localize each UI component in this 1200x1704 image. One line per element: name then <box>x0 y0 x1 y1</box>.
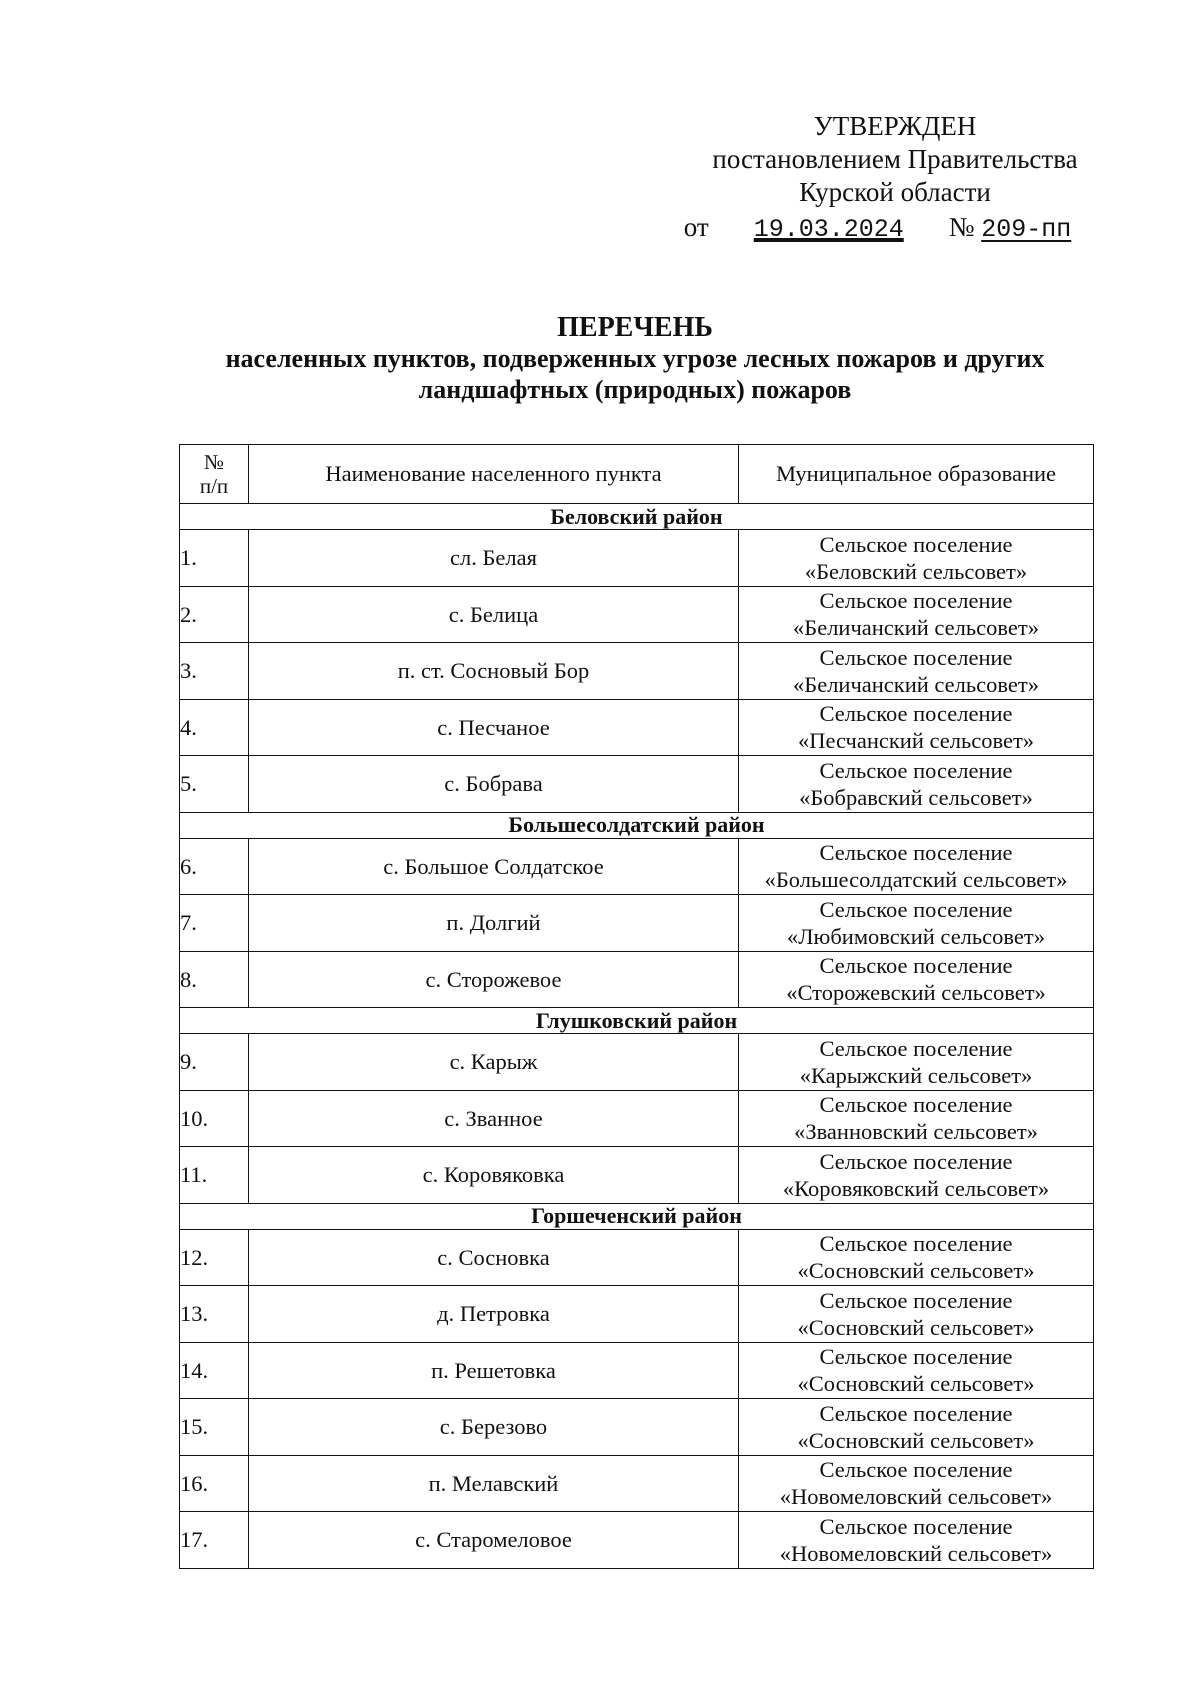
district-header-row <box>180 504 1094 530</box>
municipality-name: «Званновский сельсовет» <box>794 1119 1038 1145</box>
municipality-name: «Карыжский сельсовет» <box>799 1062 1033 1088</box>
row-number: 4. <box>180 699 249 756</box>
municipality-cell <box>739 838 1094 895</box>
municipality-type: Сельское поселение <box>819 896 1013 922</box>
settlement-name: п. Мелавский <box>249 1455 739 1512</box>
row-number: 17. <box>180 1512 249 1569</box>
municipality-name: «Песчанский сельсовет» <box>797 728 1035 754</box>
settlement-name: п. ст. Сосновый Бор <box>249 643 739 700</box>
municipality-name: «Беловский сельсовет» <box>804 558 1028 584</box>
municipality-type: Сельское поселение <box>819 531 1013 557</box>
municipality-cell <box>739 1342 1094 1399</box>
approval-stamp <box>680 110 1110 246</box>
district-header-row <box>180 1203 1094 1229</box>
table-row <box>180 1286 1094 1343</box>
settlement-name: с. Бобрава <box>249 756 739 813</box>
municipality-name: «Новомеловский сельсовет» <box>779 1540 1053 1566</box>
municipality-name: «Сосновский сельсовет» <box>797 1314 1035 1340</box>
settlement-name: д. Петровка <box>249 1286 739 1343</box>
row-number: 2. <box>180 586 249 643</box>
municipality-cell <box>739 1512 1094 1569</box>
approval-heading: УТВЕРЖДЕН <box>813 111 977 141</box>
row-number: 3. <box>180 643 249 700</box>
municipality-cell <box>739 1399 1094 1456</box>
municipality-type: Сельское поселение <box>819 588 1013 614</box>
settlement-name: с. Белица <box>249 586 739 643</box>
table-row <box>180 895 1094 952</box>
municipality-name: «Новомеловский сельсовет» <box>779 1484 1053 1510</box>
row-number: 16. <box>180 1455 249 1512</box>
municipality-type: Сельское поселение <box>819 1344 1013 1370</box>
municipality-name: «Любимовский сельсовет» <box>787 923 1045 949</box>
municipality-name: «Сосновский сельсовет» <box>797 1371 1035 1397</box>
municipality-name: «Коровяковский сельсовет» <box>782 1175 1050 1201</box>
table-row <box>180 1399 1094 1456</box>
settlement-name: с. Большое Солдатское <box>249 838 739 895</box>
settlement-name: с. Березово <box>249 1399 739 1456</box>
municipality-name: «Сосновский сельсовет» <box>797 1427 1035 1453</box>
municipality-cell <box>739 699 1094 756</box>
table-row <box>180 1229 1094 1286</box>
settlement-name: с. Карыж <box>249 1034 739 1091</box>
row-number: 13. <box>180 1286 249 1343</box>
row-number: 15. <box>180 1399 249 1456</box>
municipality-cell <box>739 756 1094 813</box>
table-row <box>180 530 1094 587</box>
district-header-row <box>180 812 1094 838</box>
row-number: 14. <box>180 1342 249 1399</box>
table-body <box>180 504 1094 1569</box>
municipality-type: Сельское поселение <box>819 1457 1013 1483</box>
settlement-name: сл. Белая <box>249 530 739 587</box>
settlement-name: с. Песчаное <box>249 699 739 756</box>
municipality-cell <box>739 1286 1094 1343</box>
title-heading: ПЕРЕЧЕНЬ <box>557 312 713 343</box>
row-number: 7. <box>180 895 249 952</box>
number-prefix: № <box>948 212 975 242</box>
table-row <box>180 838 1094 895</box>
municipality-type: Сельское поселение <box>819 1513 1013 1539</box>
table-row <box>180 756 1094 813</box>
municipality-cell <box>739 1147 1094 1204</box>
settlement-name: п. Решетовка <box>249 1342 739 1399</box>
municipality-name: «Сосновский сельсовет» <box>797 1258 1035 1284</box>
municipality-name: «Сторожевский сельсовет» <box>786 980 1046 1006</box>
row-number: 8. <box>180 951 249 1008</box>
municipality-name: «Большесолдатский сельсовет» <box>764 867 1068 893</box>
table-row <box>180 1034 1094 1091</box>
settlement-name: п. Долгий <box>249 895 739 952</box>
date-value-field <box>709 211 949 246</box>
municipality-type: Сельское поселение <box>819 701 1013 727</box>
document-title <box>150 312 1120 405</box>
table-row <box>180 951 1094 1008</box>
municipality-cell <box>739 1455 1094 1512</box>
header-municipality: Муниципальное образование <box>739 445 1094 504</box>
settlement-name: с. Сосновка <box>249 1229 739 1286</box>
table-row <box>180 1342 1094 1399</box>
municipality-cell <box>739 1229 1094 1286</box>
municipality-type: Сельское поселение <box>819 1148 1013 1174</box>
settlements-table <box>179 444 1094 1569</box>
number-value-field <box>981 211 1106 246</box>
municipality-type: Сельское поселение <box>819 757 1013 783</box>
header-number-sign: № <box>203 450 225 474</box>
row-number: 5. <box>180 756 249 813</box>
row-number: 9. <box>180 1034 249 1091</box>
row-number: 1. <box>180 530 249 587</box>
municipality-name: «Беличанский сельсовет» <box>793 615 1039 641</box>
approval-region: Курской области <box>799 177 991 207</box>
table-row <box>180 586 1094 643</box>
municipality-type: Сельское поселение <box>819 840 1013 866</box>
table-header-row <box>180 445 1094 504</box>
header-settlement-name: Наименование населенного пункта <box>249 445 739 504</box>
municipality-cell <box>739 643 1094 700</box>
date-value: 19.03.2024 <box>753 215 904 244</box>
municipality-cell <box>739 586 1094 643</box>
settlement-name: с. Званное <box>249 1090 739 1147</box>
municipality-cell <box>739 1034 1094 1091</box>
district-header-row <box>180 1008 1094 1034</box>
row-number: 11. <box>180 1147 249 1204</box>
settlement-name: с. Старомеловое <box>249 1512 739 1569</box>
title-line-1: населенных пунктов, подверженных угрозе лесных пожаров и других <box>225 344 1045 373</box>
settlement-name: с. Сторожевое <box>249 951 739 1008</box>
approval-authority: постановлением Правительства <box>712 144 1078 174</box>
district-name: Глушковский район <box>180 1008 1094 1034</box>
table-row <box>180 1512 1094 1569</box>
header-number-pp: п/п <box>199 474 229 498</box>
municipality-type: Сельское поселение <box>819 644 1013 670</box>
settlement-name: с. Коровяковка <box>249 1147 739 1204</box>
district-name: Беловский район <box>180 504 1094 530</box>
table-row <box>180 1147 1094 1204</box>
district-name: Горшеченский район <box>180 1203 1094 1229</box>
row-number: 12. <box>180 1229 249 1286</box>
municipality-cell <box>739 895 1094 952</box>
municipality-name: «Беличанский сельсовет» <box>793 671 1039 697</box>
municipality-type: Сельское поселение <box>819 1400 1013 1426</box>
municipality-type: Сельское поселение <box>819 1231 1013 1257</box>
row-number: 10. <box>180 1090 249 1147</box>
district-name: Большесолдатский район <box>180 812 1094 838</box>
table-row <box>180 643 1094 700</box>
municipality-type: Сельское поселение <box>819 1287 1013 1313</box>
municipality-type: Сельское поселение <box>819 1092 1013 1118</box>
header-number <box>180 445 249 504</box>
approval-date-line <box>680 211 1110 246</box>
table-row <box>180 1455 1094 1512</box>
municipality-cell <box>739 951 1094 1008</box>
date-prefix: от <box>683 212 709 242</box>
municipality-cell <box>739 530 1094 587</box>
title-line-2: ландшафтных (природных) пожаров <box>418 375 852 404</box>
table-row <box>180 1090 1094 1147</box>
municipality-type: Сельское поселение <box>819 953 1013 979</box>
municipality-name: «Бобравский сельсовет» <box>799 784 1033 810</box>
row-number: 6. <box>180 838 249 895</box>
municipality-cell <box>739 1090 1094 1147</box>
number-value: 209-пп <box>981 215 1072 244</box>
table-row <box>180 699 1094 756</box>
municipality-type: Сельское поселение <box>819 1035 1013 1061</box>
